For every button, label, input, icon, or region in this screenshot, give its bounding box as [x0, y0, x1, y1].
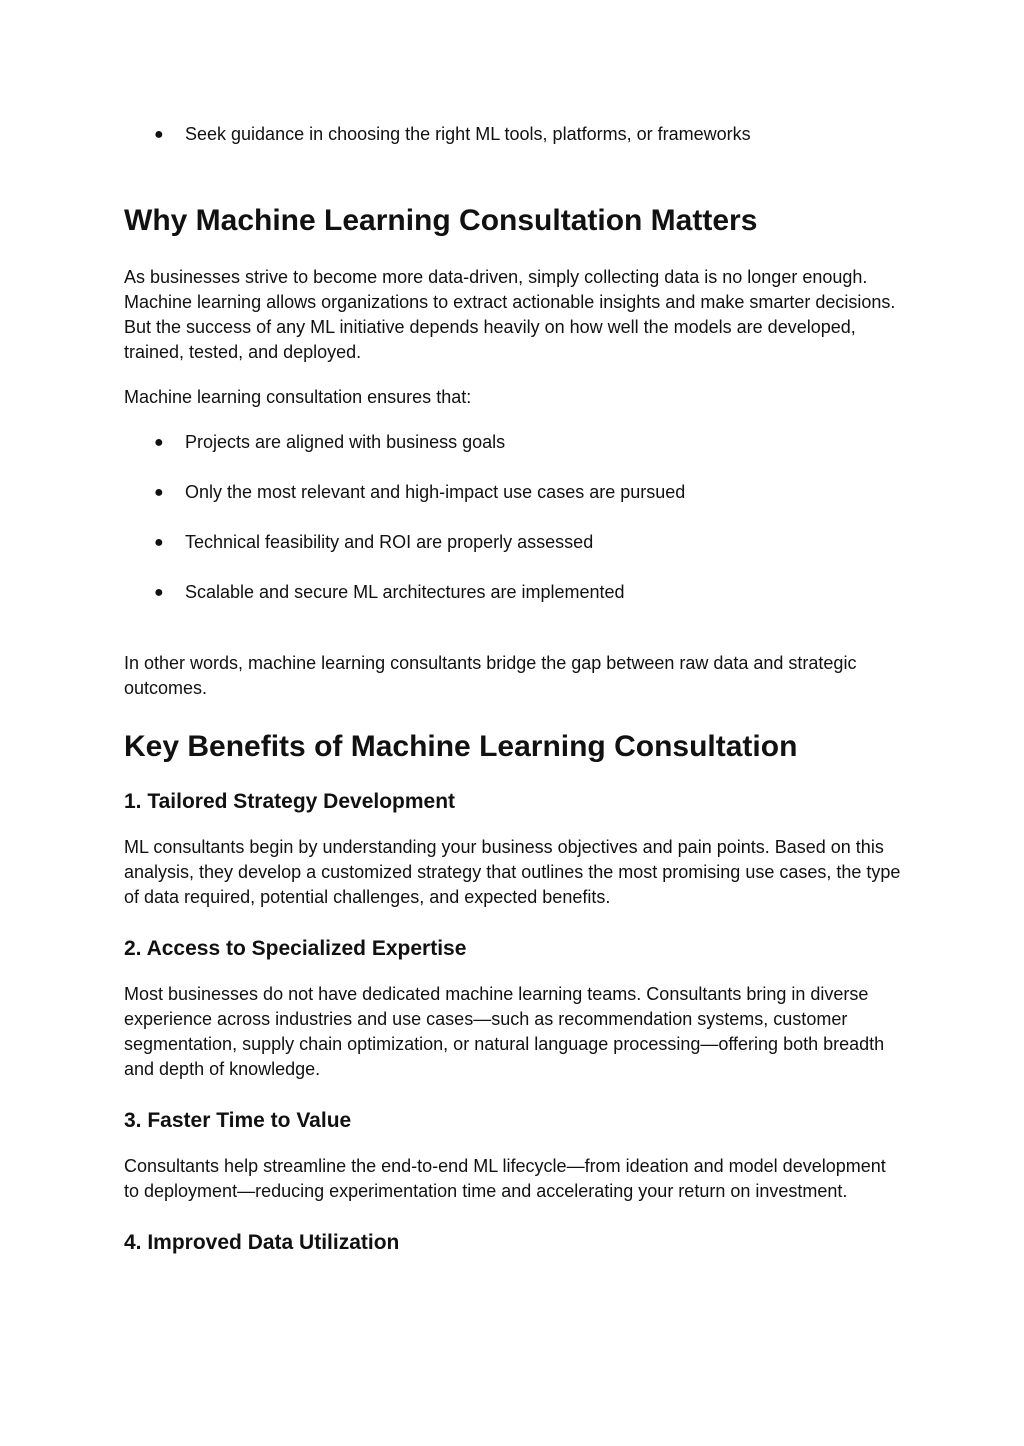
paragraph: Most businesses do not have dedicated machine learning teams. Consultants bring in diverse experience across industries and use cases—such as recommendation systems, customer segmentation, supply chain optimization, or natural language processing—offering both breadth and depth of knowledge.	[124, 984, 885, 1079]
list-item-text: Scalable and secure ML architectures are implemented	[185, 582, 625, 602]
paragraph: Machine learning consultation ensures that:	[124, 387, 472, 407]
paragraph: In other words, machine learning consultants bridge the gap between raw data and strategic outcomes.	[124, 653, 857, 698]
top-bullet-list	[124, 122, 904, 147]
list-item-text: Technical feasibility and ROI are properly assessed	[185, 532, 594, 552]
list-item	[124, 480, 904, 505]
benefits-bullet-list	[124, 430, 904, 605]
list-item	[124, 430, 904, 455]
section-heading: Key Benefits of Machine Learning Consultation	[124, 730, 798, 763]
subsection-heading: 1. Tailored Strategy Development	[124, 790, 456, 813]
list-item-text: Projects are aligned with business goals	[185, 432, 506, 452]
bullet-icon: ●	[154, 534, 164, 551]
subsection-heading: 4. Improved Data Utilization	[124, 1231, 400, 1254]
paragraph: As businesses strive to become more data-driven, simply collecting data is no longer enough. Machine learning allows organizations to extract actionable insights and make smarter decisions. But the success of any ML initiative depends heavily on how well the models are developed, trained, tested, and deployed.	[124, 267, 896, 362]
list-item	[124, 530, 904, 555]
bullet-icon: ●	[154, 126, 164, 143]
list-item-text: Only the most relevant and high-impact use cases are pursued	[185, 482, 686, 502]
list-item	[124, 122, 904, 147]
subsection-heading: 2. Access to Specialized Expertise	[124, 937, 467, 960]
list-item	[124, 580, 904, 605]
paragraph: Consultants help streamline the end-to-end ML lifecycle—from ideation and model development to deployment—reducing experimentation time and accelerating your return on investment.	[124, 1156, 886, 1201]
bullet-icon: ●	[154, 584, 164, 601]
bullet-icon: ●	[154, 484, 164, 501]
document-page	[124, 0, 904, 1256]
list-item-text: Seek guidance in choosing the right ML tools, platforms, or frameworks	[185, 124, 751, 144]
bullet-icon: ●	[154, 434, 164, 451]
section-heading: Why Machine Learning Consultation Matters	[124, 204, 758, 237]
subsection-heading: 3. Faster Time to Value	[124, 1109, 352, 1132]
paragraph: ML consultants begin by understanding your business objectives and pain points. Based on this analysis, they develop a customized strategy that outlines the most promising use cases, the type of data required, potential challenges, and expected benefits.	[124, 837, 901, 907]
